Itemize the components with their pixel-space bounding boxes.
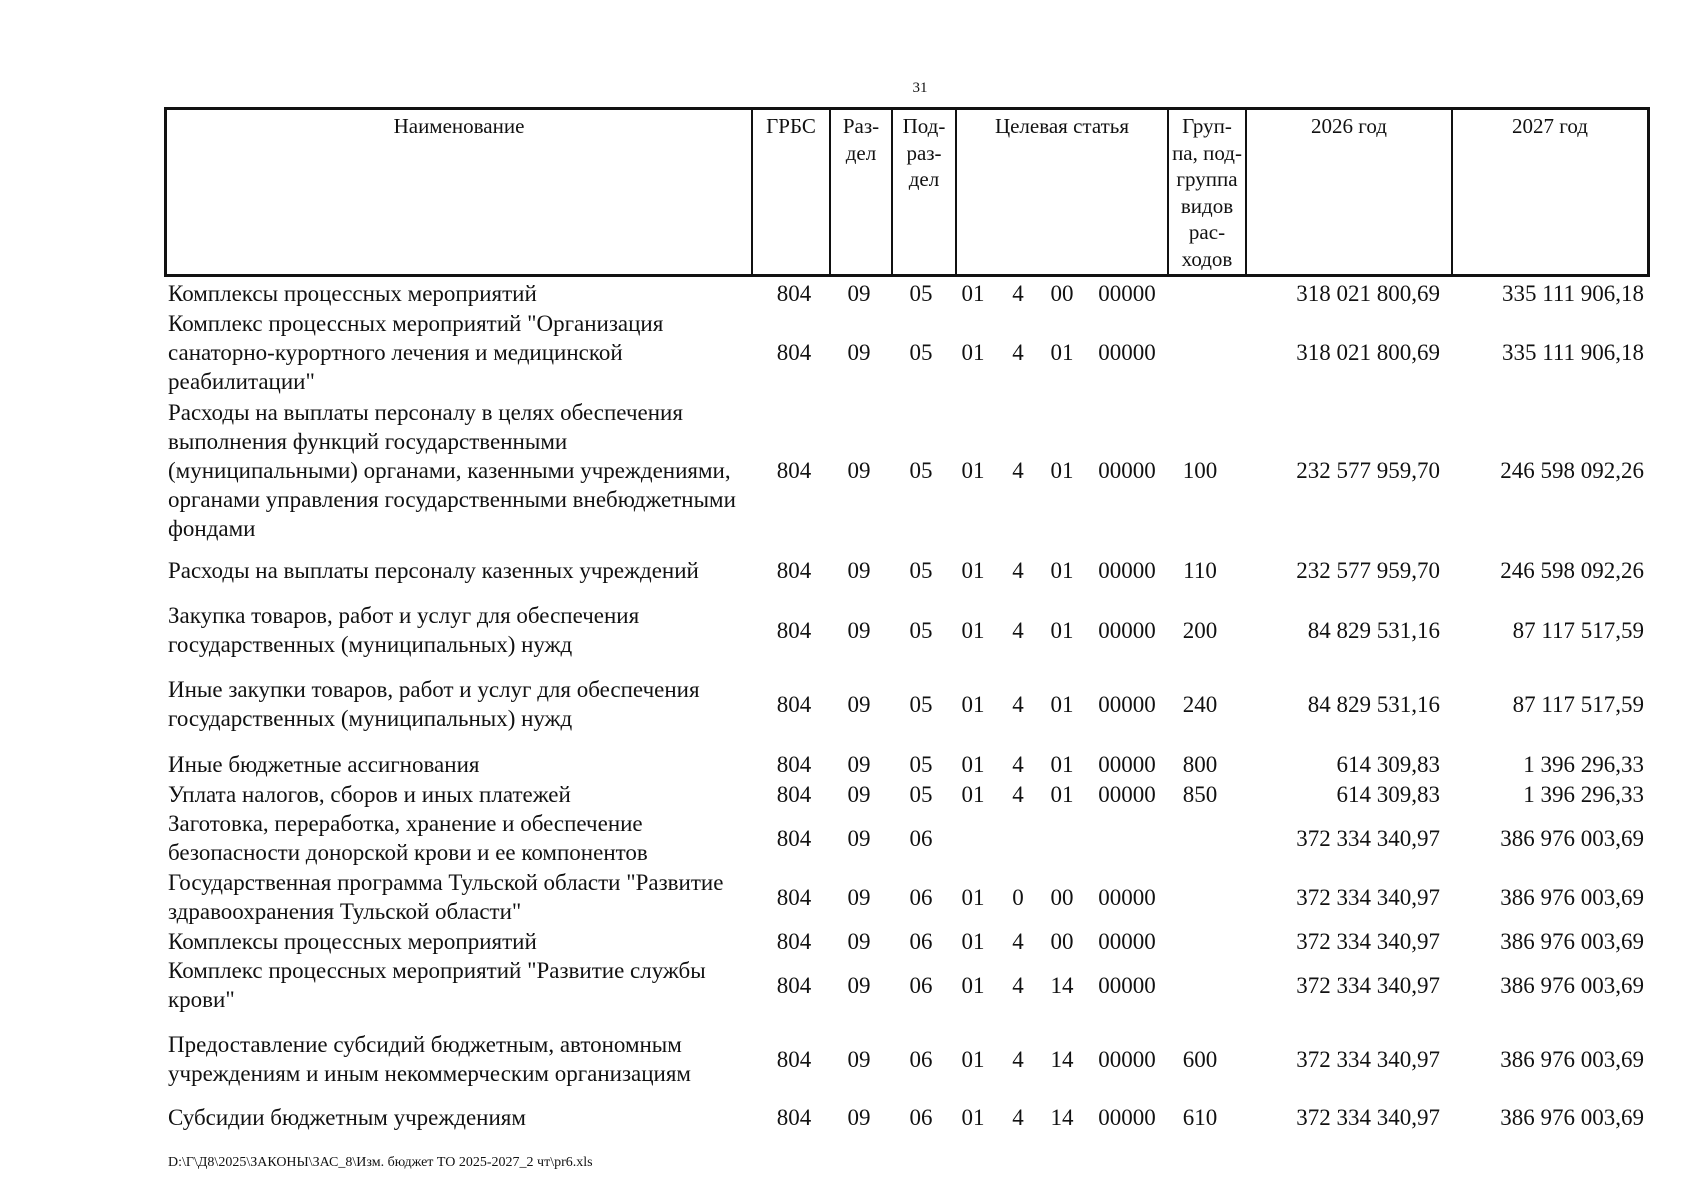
row-podrazdel: 06 xyxy=(909,929,933,954)
row-target-direction: 00000 xyxy=(1098,752,1156,777)
row-grbs: 804 xyxy=(776,1047,812,1072)
row-amount-2026: 614 309,83 xyxy=(1336,752,1440,777)
row-razdel: 09 xyxy=(847,752,871,777)
row-amount-2026: 232 577 959,70 xyxy=(1296,458,1440,483)
row-name: Уплата налогов, сборов и иных платежей xyxy=(168,782,571,807)
row-razdel: 09 xyxy=(847,885,871,910)
row-podrazdel: 06 xyxy=(909,973,933,998)
row-target-structure: 01 xyxy=(1050,782,1074,807)
row-target-structure: 01 xyxy=(1050,752,1074,777)
row-target-program: 01 xyxy=(961,929,985,954)
row-amount-2026: 614 309,83 xyxy=(1336,782,1440,807)
row-name: Расходы на выплаты персоналу казенных учреждений xyxy=(168,558,699,583)
row-target-type: 4 xyxy=(1012,973,1024,998)
file-path-footer: D:\Г\Д8\2025\ЗАКОНЫ\ЗАС_8\Изм. бюджет ТО 2025-2027_2 чт\pr6.xls xyxy=(168,1155,593,1170)
row-grbs: 804 xyxy=(776,558,812,583)
row-razdel: 09 xyxy=(847,618,871,643)
row-podrazdel: 05 xyxy=(909,782,933,807)
row-amount-2026: 372 334 340,97 xyxy=(1296,826,1440,851)
row-amount-2027: 87 117 517,59 xyxy=(1512,618,1644,643)
row-amount-2026: 232 577 959,70 xyxy=(1296,558,1440,583)
table-row xyxy=(0,780,1693,809)
row-amount-2027: 87 117 517,59 xyxy=(1512,692,1644,717)
row-amount-2026: 318 021 800,69 xyxy=(1296,340,1440,365)
row-target-structure: 00 xyxy=(1050,885,1074,910)
row-razdel: 09 xyxy=(847,692,871,717)
row-target-direction: 00000 xyxy=(1098,929,1156,954)
row-grbs: 804 xyxy=(776,458,812,483)
row-podrazdel: 05 xyxy=(909,340,933,365)
table-row xyxy=(0,279,1693,308)
row-target-direction: 00000 xyxy=(1098,1047,1156,1072)
row-amount-2027: 386 976 003,69 xyxy=(1500,1105,1644,1130)
header-group: Груп- па, под- группа видов рас- ходов xyxy=(1169,110,1247,274)
row-amount-2026: 372 334 340,97 xyxy=(1296,1047,1440,1072)
row-razdel: 09 xyxy=(847,558,871,583)
row-target-structure: 01 xyxy=(1050,340,1074,365)
table-row xyxy=(0,556,1693,585)
row-target-program: 01 xyxy=(961,340,985,365)
row-razdel: 09 xyxy=(847,340,871,365)
row-amount-2027: 386 976 003,69 xyxy=(1500,1047,1644,1072)
header-target: Целевая статья xyxy=(957,110,1169,274)
table-row xyxy=(0,398,1693,543)
row-amount-2027: 1 396 296,33 xyxy=(1523,752,1644,777)
row-target-program: 01 xyxy=(961,692,985,717)
row-target-structure: 01 xyxy=(1050,558,1074,583)
row-name: Комплекс процессных мероприятий "Развитие службы крови" xyxy=(168,958,706,1012)
row-grbs: 804 xyxy=(776,1105,812,1130)
row-target-direction: 00000 xyxy=(1098,973,1156,998)
row-amount-2027: 335 111 906,18 xyxy=(1501,281,1644,306)
row-amount-2027: 386 976 003,69 xyxy=(1500,973,1644,998)
row-target-direction: 00000 xyxy=(1098,1105,1156,1130)
row-target-program: 01 xyxy=(961,458,985,483)
row-grbs: 804 xyxy=(776,281,812,306)
row-razdel: 09 xyxy=(847,458,871,483)
row-target-program: 01 xyxy=(961,618,985,643)
table-header xyxy=(164,107,1650,277)
row-target-direction: 00000 xyxy=(1098,558,1156,583)
row-amount-2026: 372 334 340,97 xyxy=(1296,973,1440,998)
row-target-program: 01 xyxy=(961,1047,985,1072)
row-target-type: 4 xyxy=(1012,692,1024,717)
row-amount-2026: 318 021 800,69 xyxy=(1296,281,1440,306)
row-expense-group: 600 xyxy=(1182,1047,1218,1072)
row-name: Субсидии бюджетным учреждениям xyxy=(168,1105,526,1130)
row-name: Государственная программа Тульской области "Развитие здравоохранения Тульской области" xyxy=(168,870,724,924)
row-target-type: 4 xyxy=(1012,281,1024,306)
table-row xyxy=(0,809,1693,867)
row-name: Иные бюджетные ассигнования xyxy=(168,752,480,777)
table-row xyxy=(0,1030,1693,1088)
row-name: Предоставление субсидий бюджетным, автономным учреждениям и иным некоммерческим организациям xyxy=(168,1032,691,1086)
row-razdel: 09 xyxy=(847,281,871,306)
row-target-program: 01 xyxy=(961,885,985,910)
row-name: Комплексы процессных мероприятий xyxy=(168,929,537,954)
header-podrazdel: Под- раз- дел xyxy=(893,110,957,274)
row-target-type: 4 xyxy=(1012,782,1024,807)
row-expense-group: 800 xyxy=(1182,752,1218,777)
row-name: Комплекс процессных мероприятий "Организация санаторно-курортного лечения и медицинской реабилитации" xyxy=(168,311,664,394)
row-target-direction: 00000 xyxy=(1098,618,1156,643)
row-amount-2026: 372 334 340,97 xyxy=(1296,929,1440,954)
row-grbs: 804 xyxy=(776,929,812,954)
row-target-direction: 00000 xyxy=(1098,782,1156,807)
row-expense-group: 240 xyxy=(1182,692,1218,717)
row-podrazdel: 06 xyxy=(909,826,933,851)
row-razdel: 09 xyxy=(847,1047,871,1072)
table-row xyxy=(0,750,1693,779)
row-target-program: 01 xyxy=(961,973,985,998)
row-amount-2027: 386 976 003,69 xyxy=(1500,885,1644,910)
row-target-type: 4 xyxy=(1012,558,1024,583)
row-target-direction: 00000 xyxy=(1098,692,1156,717)
row-amount-2027: 386 976 003,69 xyxy=(1500,929,1644,954)
table-row xyxy=(0,601,1693,659)
row-name: Закупка товаров, работ и услуг для обеспечения государственных (муниципальных) нужд xyxy=(168,603,640,657)
row-podrazdel: 05 xyxy=(909,692,933,717)
row-target-structure: 14 xyxy=(1050,1047,1074,1072)
row-amount-2026: 372 334 340,97 xyxy=(1296,1105,1440,1130)
row-expense-group: 200 xyxy=(1182,618,1218,643)
row-expense-group: 850 xyxy=(1182,782,1218,807)
row-razdel: 09 xyxy=(847,826,871,851)
row-name: Расходы на выплаты персоналу в целях обеспечения выполнения функций государственными (муниципальными) органами, казенными учреждениями, органами управления государственными внебюджетными фондами xyxy=(168,400,736,541)
row-target-structure: 01 xyxy=(1050,458,1074,483)
row-razdel: 09 xyxy=(847,929,871,954)
row-target-structure: 01 xyxy=(1050,618,1074,643)
table-row xyxy=(0,956,1693,1014)
row-name: Иные закупки товаров, работ и услуг для обеспечения государственных (муниципальных) нужд xyxy=(168,677,700,731)
header-razdel: Раз- дел xyxy=(831,110,893,274)
row-target-direction: 00000 xyxy=(1098,281,1156,306)
row-grbs: 804 xyxy=(776,782,812,807)
row-target-type: 0 xyxy=(1012,885,1024,910)
row-target-program: 01 xyxy=(961,752,985,777)
row-podrazdel: 06 xyxy=(909,1105,933,1130)
table-row xyxy=(0,927,1693,956)
row-target-direction: 00000 xyxy=(1098,340,1156,365)
row-razdel: 09 xyxy=(847,1105,871,1130)
row-grbs: 804 xyxy=(776,692,812,717)
row-razdel: 09 xyxy=(847,782,871,807)
row-grbs: 804 xyxy=(776,752,812,777)
row-amount-2027: 246 598 092,26 xyxy=(1500,458,1644,483)
row-target-type: 4 xyxy=(1012,929,1024,954)
row-podrazdel: 05 xyxy=(909,281,933,306)
row-target-program: 01 xyxy=(961,281,985,306)
row-target-type: 4 xyxy=(1012,618,1024,643)
page-number: 31 xyxy=(912,80,928,96)
row-target-type: 4 xyxy=(1012,340,1024,365)
row-target-structure: 01 xyxy=(1050,692,1074,717)
row-expense-group: 100 xyxy=(1182,458,1218,483)
row-grbs: 804 xyxy=(776,618,812,643)
row-podrazdel: 05 xyxy=(909,618,933,643)
row-amount-2026: 372 334 340,97 xyxy=(1296,885,1440,910)
row-amount-2027: 246 598 092,26 xyxy=(1500,558,1644,583)
table-row xyxy=(0,1103,1693,1132)
row-target-type: 4 xyxy=(1012,1105,1024,1130)
row-target-direction: 00000 xyxy=(1098,885,1156,910)
row-expense-group: 610 xyxy=(1182,1105,1218,1130)
header-name: Наименование xyxy=(167,110,753,274)
row-amount-2027: 335 111 906,18 xyxy=(1501,340,1644,365)
row-grbs: 804 xyxy=(776,826,812,851)
row-podrazdel: 06 xyxy=(909,885,933,910)
row-grbs: 804 xyxy=(776,885,812,910)
row-target-program: 01 xyxy=(961,558,985,583)
row-target-structure: 14 xyxy=(1050,973,1074,998)
table-row xyxy=(0,868,1693,926)
table-row xyxy=(0,675,1693,733)
row-podrazdel: 05 xyxy=(909,558,933,583)
header-grbs: ГРБС xyxy=(753,110,831,274)
row-target-program: 01 xyxy=(961,782,985,807)
row-target-structure: 00 xyxy=(1050,281,1074,306)
row-amount-2027: 386 976 003,69 xyxy=(1500,826,1644,851)
row-name: Комплексы процессных мероприятий xyxy=(168,281,537,306)
row-podrazdel: 05 xyxy=(909,458,933,483)
row-target-program: 01 xyxy=(961,1105,985,1130)
row-target-type: 4 xyxy=(1012,752,1024,777)
row-grbs: 804 xyxy=(776,973,812,998)
row-target-direction: 00000 xyxy=(1098,458,1156,483)
row-razdel: 09 xyxy=(847,973,871,998)
row-podrazdel: 05 xyxy=(909,752,933,777)
header-2027: 2027 год xyxy=(1512,114,1588,138)
table-row xyxy=(0,309,1693,396)
header-2026: 2026 год xyxy=(1247,110,1453,274)
row-amount-2027: 1 396 296,33 xyxy=(1523,782,1644,807)
row-target-structure: 00 xyxy=(1050,929,1074,954)
row-target-type: 4 xyxy=(1012,458,1024,483)
row-name: Заготовка, переработка, хранение и обеспечение безопасности донорской крови и ее компонентов xyxy=(168,811,648,865)
row-expense-group: 110 xyxy=(1183,558,1217,583)
row-target-type: 4 xyxy=(1012,1047,1024,1072)
row-grbs: 804 xyxy=(776,340,812,365)
row-amount-2026: 84 829 531,16 xyxy=(1307,618,1440,643)
row-podrazdel: 06 xyxy=(909,1047,933,1072)
row-amount-2026: 84 829 531,16 xyxy=(1307,692,1440,717)
row-target-structure: 14 xyxy=(1050,1105,1074,1130)
